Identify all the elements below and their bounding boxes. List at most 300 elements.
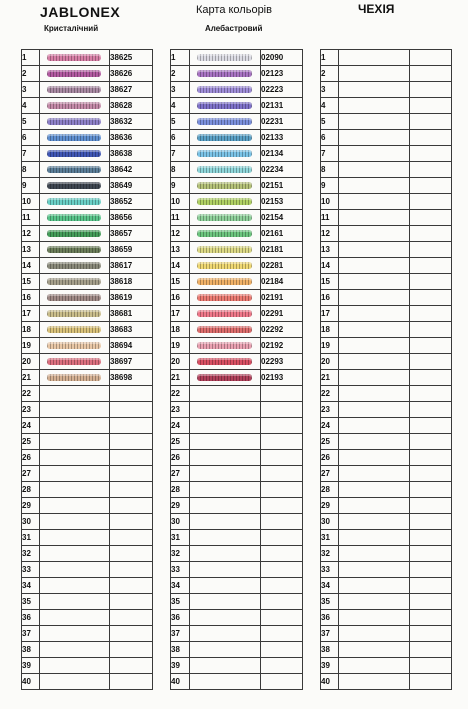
color-code [110, 578, 153, 594]
color-code: 02231 [261, 114, 303, 130]
color-swatch-cell [339, 386, 410, 402]
color-swatch-cell [40, 66, 110, 82]
table-row [321, 258, 452, 274]
table-row [171, 178, 303, 194]
color-swatch-cell [40, 242, 110, 258]
table-row [22, 562, 153, 578]
color-swatch-cell [40, 82, 110, 98]
row-number: 36 [321, 610, 339, 626]
color-swatch-cell [339, 338, 410, 354]
color-code [410, 274, 452, 290]
table-row [22, 274, 153, 290]
color-swatch-cell [339, 498, 410, 514]
bead-swatch [197, 86, 252, 93]
color-swatch-cell [339, 450, 410, 466]
color-swatch-cell [40, 290, 110, 306]
color-swatch-cell [40, 306, 110, 322]
bead-swatch [47, 310, 101, 317]
row-number: 17 [171, 306, 190, 322]
table-row [171, 466, 303, 482]
color-swatch-cell [40, 578, 110, 594]
row-number: 15 [171, 274, 190, 290]
color-swatch-cell [190, 562, 261, 578]
row-number: 28 [171, 482, 190, 498]
color-swatch-cell [190, 162, 261, 178]
color-code: 38652 [110, 194, 153, 210]
color-code: 38619 [110, 290, 153, 306]
color-code [261, 386, 303, 402]
row-number: 1 [22, 50, 40, 66]
color-swatch-cell [40, 274, 110, 290]
color-code [410, 290, 452, 306]
bead-swatch [47, 150, 101, 157]
color-code: 38649 [110, 178, 153, 194]
row-number: 20 [171, 354, 190, 370]
color-swatch-cell [339, 594, 410, 610]
color-swatch-cell [339, 418, 410, 434]
color-code [410, 370, 452, 386]
bead-swatch [47, 198, 101, 205]
table-row [171, 386, 303, 402]
row-number: 14 [171, 258, 190, 274]
table-row [321, 434, 452, 450]
color-swatch-cell [40, 194, 110, 210]
row-number: 38 [171, 642, 190, 658]
color-swatch-cell [190, 578, 261, 594]
bead-swatch [47, 54, 101, 61]
table-row [22, 578, 153, 594]
color-swatch-cell [40, 466, 110, 482]
color-code: 38636 [110, 130, 153, 146]
color-code [110, 626, 153, 642]
row-number: 21 [22, 370, 40, 386]
color-swatch-cell [190, 210, 261, 226]
color-swatch-cell [40, 258, 110, 274]
color-code: 02293 [261, 354, 303, 370]
color-code [110, 642, 153, 658]
table-row [171, 226, 303, 242]
bead-swatch [47, 326, 101, 333]
color-swatch-cell [190, 258, 261, 274]
color-code: 02134 [261, 146, 303, 162]
table-row [22, 210, 153, 226]
color-code [110, 466, 153, 482]
color-code [110, 546, 153, 562]
color-code: 02292 [261, 322, 303, 338]
color-swatch-cell [40, 434, 110, 450]
color-swatch-cell [339, 194, 410, 210]
color-code: 02184 [261, 274, 303, 290]
table-row [22, 322, 153, 338]
table-row [171, 146, 303, 162]
row-number: 26 [171, 450, 190, 466]
color-swatch-cell [190, 402, 261, 418]
table-row [321, 450, 452, 466]
color-code [410, 594, 452, 610]
color-swatch-cell [40, 498, 110, 514]
row-number: 36 [22, 610, 40, 626]
table-row [321, 418, 452, 434]
row-number: 33 [321, 562, 339, 578]
color-swatch-cell [190, 50, 261, 66]
color-swatch-cell [339, 674, 410, 690]
row-number: 34 [321, 578, 339, 594]
color-swatch-cell [339, 322, 410, 338]
row-number: 10 [171, 194, 190, 210]
table-row [22, 450, 153, 466]
color-code [410, 242, 452, 258]
table-row [321, 402, 452, 418]
table-row [22, 66, 153, 82]
table-row [321, 50, 452, 66]
color-swatch-cell [339, 482, 410, 498]
row-number: 13 [22, 242, 40, 258]
bead-swatch [197, 310, 252, 317]
row-number: 11 [321, 210, 339, 226]
row-number: 4 [321, 98, 339, 114]
bead-swatch [197, 358, 252, 365]
color-code [261, 450, 303, 466]
row-number: 11 [22, 210, 40, 226]
row-number: 5 [321, 114, 339, 130]
row-number: 32 [321, 546, 339, 562]
table-row [171, 130, 303, 146]
row-number: 20 [22, 354, 40, 370]
color-swatch-cell [40, 146, 110, 162]
color-swatch-cell [40, 50, 110, 66]
row-number: 24 [171, 418, 190, 434]
row-number: 39 [171, 658, 190, 674]
color-swatch-cell [40, 514, 110, 530]
row-number: 7 [321, 146, 339, 162]
color-swatch-cell [40, 482, 110, 498]
color-code: 38698 [110, 370, 153, 386]
row-number: 8 [321, 162, 339, 178]
row-number: 25 [321, 434, 339, 450]
row-number: 31 [22, 530, 40, 546]
color-code [410, 530, 452, 546]
color-code [410, 306, 452, 322]
table-row [22, 482, 153, 498]
table-row [321, 114, 452, 130]
table-row [22, 546, 153, 562]
bead-swatch [197, 230, 252, 237]
color-code [261, 514, 303, 530]
color-code [410, 642, 452, 658]
color-swatch-cell [40, 322, 110, 338]
color-swatch-cell [339, 258, 410, 274]
color-swatch-cell [40, 226, 110, 242]
table-row [22, 514, 153, 530]
table-row [171, 210, 303, 226]
color-swatch-cell [190, 626, 261, 642]
row-number: 29 [22, 498, 40, 514]
row-number: 1 [171, 50, 190, 66]
color-swatch-cell [190, 418, 261, 434]
color-code [110, 562, 153, 578]
table-row [22, 402, 153, 418]
row-number: 26 [22, 450, 40, 466]
row-number: 4 [171, 98, 190, 114]
color-code [410, 66, 452, 82]
bead-swatch [47, 230, 101, 237]
color-swatch-cell [40, 594, 110, 610]
color-swatch-cell [190, 354, 261, 370]
row-number: 23 [171, 402, 190, 418]
table-row [171, 274, 303, 290]
color-code [261, 610, 303, 626]
table-row [22, 626, 153, 642]
row-number: 40 [321, 674, 339, 690]
color-code [410, 402, 452, 418]
color-swatch-cell [40, 370, 110, 386]
table-row [321, 610, 452, 626]
table-row [171, 242, 303, 258]
color-swatch-cell [339, 658, 410, 674]
color-swatch-cell [339, 370, 410, 386]
color-code: 02191 [261, 290, 303, 306]
table-row [171, 402, 303, 418]
table-row [22, 194, 153, 210]
row-number: 4 [22, 98, 40, 114]
country-label: ЧЕХІЯ [358, 2, 395, 16]
color-code: 38657 [110, 226, 153, 242]
row-number: 38 [321, 642, 339, 658]
color-swatch-cell [40, 530, 110, 546]
table-row [171, 290, 303, 306]
row-number: 9 [171, 178, 190, 194]
color-swatch-cell [190, 546, 261, 562]
color-swatch-cell [339, 354, 410, 370]
row-number: 17 [22, 306, 40, 322]
color-code: 02234 [261, 162, 303, 178]
row-number: 16 [321, 290, 339, 306]
row-number: 7 [22, 146, 40, 162]
row-number: 39 [321, 658, 339, 674]
table-row [171, 66, 303, 82]
row-number: 40 [22, 674, 40, 690]
color-swatch-cell [40, 386, 110, 402]
table-row [171, 642, 303, 658]
color-swatch-cell [190, 178, 261, 194]
row-number: 3 [22, 82, 40, 98]
color-swatch-cell [190, 242, 261, 258]
table-row [22, 658, 153, 674]
color-swatch-cell [190, 338, 261, 354]
color-code: 02161 [261, 226, 303, 242]
color-swatch-cell [40, 98, 110, 114]
row-number: 27 [321, 466, 339, 482]
color-code [410, 450, 452, 466]
bead-swatch [197, 198, 252, 205]
row-number: 35 [321, 594, 339, 610]
row-number: 33 [171, 562, 190, 578]
table-row [171, 450, 303, 466]
bead-swatch [197, 54, 252, 61]
row-number: 22 [171, 386, 190, 402]
row-number: 1 [321, 50, 339, 66]
row-number: 36 [171, 610, 190, 626]
color-code: 38659 [110, 242, 153, 258]
color-code [261, 530, 303, 546]
row-number: 35 [22, 594, 40, 610]
table-row [22, 162, 153, 178]
color-swatch-cell [339, 306, 410, 322]
color-swatch-cell [190, 66, 261, 82]
color-code [110, 530, 153, 546]
table-row [22, 258, 153, 274]
table-row [171, 194, 303, 210]
color-swatch-cell [339, 290, 410, 306]
color-swatch-cell [190, 114, 261, 130]
table-row [22, 498, 153, 514]
row-number: 29 [171, 498, 190, 514]
color-code [261, 546, 303, 562]
color-swatch-cell [339, 178, 410, 194]
color-code: 38632 [110, 114, 153, 130]
row-number: 26 [321, 450, 339, 466]
color-swatch-cell [190, 130, 261, 146]
bead-swatch [47, 278, 101, 285]
color-swatch-cell [339, 578, 410, 594]
color-code: 38625 [110, 50, 153, 66]
table-row [321, 146, 452, 162]
table-row [321, 498, 452, 514]
row-number: 37 [171, 626, 190, 642]
table-row [321, 658, 452, 674]
bead-swatch [47, 134, 101, 141]
table-row [321, 594, 452, 610]
row-number: 34 [171, 578, 190, 594]
table-row [171, 562, 303, 578]
table-row [22, 146, 153, 162]
table-row [171, 370, 303, 386]
color-swatch-cell [339, 546, 410, 562]
row-number: 3 [171, 82, 190, 98]
row-number: 18 [22, 322, 40, 338]
color-code: 38626 [110, 66, 153, 82]
row-number: 19 [171, 338, 190, 354]
table-row [171, 498, 303, 514]
row-number: 33 [22, 562, 40, 578]
row-number: 3 [321, 82, 339, 98]
row-number: 17 [321, 306, 339, 322]
table-row [171, 674, 303, 690]
bead-swatch [197, 278, 252, 285]
color-swatch-cell [190, 658, 261, 674]
color-code [110, 402, 153, 418]
row-number: 30 [321, 514, 339, 530]
color-code [410, 162, 452, 178]
color-swatch-cell [339, 226, 410, 242]
color-swatch-cell [190, 146, 261, 162]
table-row [22, 98, 153, 114]
table-row [321, 162, 452, 178]
color-code [410, 498, 452, 514]
row-number: 2 [22, 66, 40, 82]
table-row [22, 466, 153, 482]
row-number: 9 [22, 178, 40, 194]
row-number: 40 [171, 674, 190, 690]
table-row [171, 658, 303, 674]
color-code: 02090 [261, 50, 303, 66]
row-number: 21 [171, 370, 190, 386]
table-row [321, 530, 452, 546]
color-swatch-cell [190, 530, 261, 546]
color-swatch-cell [40, 130, 110, 146]
color-swatch-cell [339, 434, 410, 450]
bead-swatch [197, 166, 252, 173]
row-number: 12 [171, 226, 190, 242]
color-swatch-cell [339, 402, 410, 418]
table-row [321, 226, 452, 242]
color-swatch-cell [190, 498, 261, 514]
color-code [110, 658, 153, 674]
table-row [321, 290, 452, 306]
row-number: 35 [171, 594, 190, 610]
row-number: 39 [22, 658, 40, 674]
row-number: 5 [22, 114, 40, 130]
color-code [410, 482, 452, 498]
table-row [321, 562, 452, 578]
table-row [321, 242, 452, 258]
row-number: 5 [171, 114, 190, 130]
color-swatch-cell [190, 674, 261, 690]
row-number: 24 [321, 418, 339, 434]
table-row [22, 674, 153, 690]
color-code: 38656 [110, 210, 153, 226]
color-code [410, 178, 452, 194]
table-row [22, 242, 153, 258]
color-code: 38642 [110, 162, 153, 178]
color-code [261, 578, 303, 594]
bead-swatch [197, 70, 252, 77]
table-row [22, 178, 153, 194]
bead-swatch [47, 182, 101, 189]
color-swatch-cell [190, 466, 261, 482]
color-code: 38618 [110, 274, 153, 290]
color-swatch-cell [190, 370, 261, 386]
table-row [171, 306, 303, 322]
color-swatch-cell [339, 626, 410, 642]
bead-swatch [47, 70, 101, 77]
row-number: 9 [321, 178, 339, 194]
brand-title: JABLONEX [40, 4, 121, 20]
row-number: 27 [22, 466, 40, 482]
row-number: 14 [22, 258, 40, 274]
row-number: 2 [321, 66, 339, 82]
color-code [410, 354, 452, 370]
table-row [321, 578, 452, 594]
row-number: 12 [321, 226, 339, 242]
color-swatch-cell [339, 274, 410, 290]
color-swatch-cell [339, 210, 410, 226]
table-row [321, 306, 452, 322]
color-code: 38628 [110, 98, 153, 114]
color-swatch-cell [40, 658, 110, 674]
color-code [410, 98, 452, 114]
table-row [171, 98, 303, 114]
alabaster-color-table [170, 49, 303, 690]
row-number: 24 [22, 418, 40, 434]
table-row [171, 322, 303, 338]
row-number: 10 [22, 194, 40, 210]
bead-swatch [197, 326, 252, 333]
table-row [321, 338, 452, 354]
bead-swatch [197, 342, 252, 349]
color-swatch-cell [190, 290, 261, 306]
table-row [321, 466, 452, 482]
